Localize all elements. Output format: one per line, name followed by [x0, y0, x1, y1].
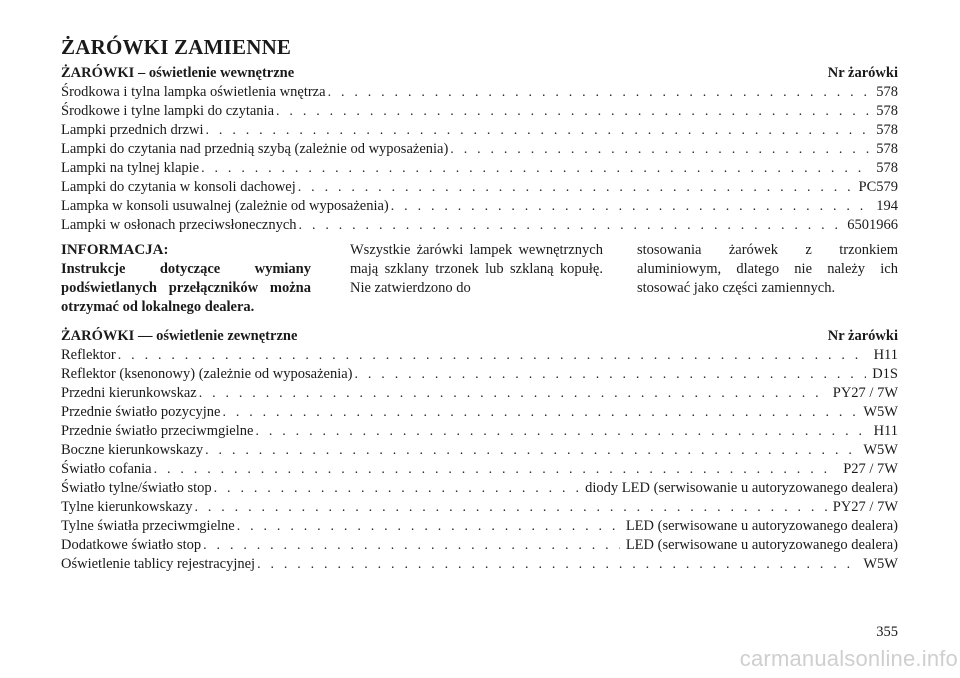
dot-leader [257, 555, 857, 574]
page-title: ŻARÓWKI ZAMIENNE [61, 35, 292, 59]
table-row [61, 365, 898, 384]
row-label: Oświetlenie tablicy rejestracyjnej [61, 555, 256, 572]
table-row [61, 498, 898, 517]
note-text: stosowania żarówek z trzonkiem aluminiowym, dlatego nie należy ich stosować jako części zamiennych. [637, 242, 898, 296]
row-label: Tylne kierunkowskazy [61, 498, 193, 515]
table-row [61, 460, 898, 479]
dot-leader [203, 536, 620, 555]
dot-leader [237, 517, 620, 536]
row-label: Lampka w konsoli usuwalnej (zależnie od wyposażenia) [61, 197, 389, 214]
row-label: Tylne światła przeciwmgielne [61, 517, 235, 534]
row-value: D1S [872, 365, 898, 382]
row-label: Przednie światło przeciwmgielne [61, 422, 254, 439]
row-label: Reflektor (ksenonowy) (zależnie od wyposażenia) [61, 365, 353, 382]
dot-leader [391, 197, 870, 216]
table-row [61, 102, 898, 121]
note-subheading: Instrukcje dotyczące wymiany podświetlanych przełączników można otrzymać od lokalnego dealera. [61, 261, 311, 315]
exterior-header-column: Nr żarówki [827, 328, 898, 344]
page-number: 355 [876, 624, 898, 640]
dot-leader [222, 403, 857, 422]
row-label: Lampki do czytania nad przednią szybą (zależnie od wyposażenia) [61, 140, 449, 157]
note-column-3 [637, 241, 898, 298]
table-row [61, 121, 898, 140]
row-value: PY27 / 7W [832, 384, 898, 401]
dot-leader [276, 102, 870, 121]
dot-leader [298, 178, 853, 197]
table-row [61, 197, 898, 216]
dot-leader [199, 384, 827, 403]
row-value: 578 [876, 102, 898, 119]
document-page [61, 0, 898, 678]
row-value: LED (serwisowane u autoryzowanego dealera) [625, 536, 898, 553]
row-value: H11 [873, 422, 898, 439]
row-value: diody LED (serwisowanie u autoryzowanego dealera) [585, 479, 898, 496]
row-value: 6501966 [847, 216, 898, 233]
table-row [61, 555, 898, 574]
information-note [61, 241, 898, 326]
dot-leader [355, 365, 867, 384]
row-value: 578 [876, 140, 898, 157]
note-text: Wszystkie żarówki lampek wewnętrznych mają szklany trzonek lub szklaną kopułę. Nie zatwierdzono do [350, 242, 603, 296]
dot-leader [205, 441, 857, 460]
interior-header-column: Nr żarówki [827, 65, 898, 81]
row-label: Przednie światło pozycyjne [61, 403, 221, 420]
dot-leader [206, 121, 871, 140]
table-row [61, 422, 898, 441]
row-value: 194 [876, 197, 898, 214]
table-row [61, 178, 898, 197]
row-label: Lampki przednich drzwi [61, 121, 204, 138]
row-label: Środkowa i tylna lampka oświetlenia wnętrza [61, 83, 326, 100]
row-value: W5W [863, 441, 898, 458]
interior-bulbs-table [61, 64, 898, 235]
exterior-header-title: ŻARÓWKI — oświetlenie zewnętrzne [61, 328, 298, 344]
row-value: PY27 / 7W [832, 498, 898, 515]
row-label: Lampki do czytania w konsoli dachowej [61, 178, 296, 195]
row-value: 578 [876, 121, 898, 138]
table-row [61, 517, 898, 536]
row-label: Reflektor [61, 346, 116, 363]
table-row [61, 83, 898, 102]
watermark: carmanualsonline.info [739, 646, 958, 671]
row-value: W5W [863, 403, 898, 420]
row-value: 578 [876, 83, 898, 100]
note-column-2 [350, 241, 603, 298]
row-value: PC579 [858, 178, 898, 195]
interior-header-title: ŻARÓWKI – oświetlenie wewnętrzne [61, 65, 295, 81]
dot-leader [201, 159, 870, 178]
table-row [61, 536, 898, 555]
row-label: Boczne kierunkowskazy [61, 441, 204, 458]
table-row [61, 216, 898, 235]
dot-leader [450, 140, 870, 159]
note-column-1 [61, 241, 311, 317]
dot-leader [154, 460, 838, 479]
row-value: LED (serwisowane u autoryzowanego dealera) [625, 517, 898, 534]
exterior-table-header [61, 327, 898, 346]
row-label: Dodatkowe światło stop [61, 536, 202, 553]
exterior-bulbs-table [61, 327, 898, 574]
table-row [61, 140, 898, 159]
note-heading: INFORMACJA: [61, 242, 169, 258]
row-label: Światło cofania [61, 460, 152, 477]
table-row [61, 479, 898, 498]
table-row [61, 159, 898, 178]
dot-leader [299, 216, 842, 235]
row-value: P27 / 7W [843, 460, 898, 477]
dot-leader [194, 498, 826, 517]
dot-leader [214, 479, 580, 498]
table-row [61, 384, 898, 403]
row-value: 578 [876, 159, 898, 176]
row-label: Środkowe i tylne lampki do czytania [61, 102, 275, 119]
row-value: H11 [873, 346, 898, 363]
row-label: Lampki w osłonach przeciwsłonecznych [61, 216, 297, 233]
dot-leader [255, 422, 867, 441]
dot-leader [328, 83, 871, 102]
row-label: Przedni kierunkowskaz [61, 384, 197, 401]
table-row [61, 346, 898, 365]
table-row [61, 403, 898, 422]
row-label: Światło tylne/światło stop [61, 479, 212, 496]
dot-leader [118, 346, 868, 365]
table-row [61, 441, 898, 460]
row-label: Lampki na tylnej klapie [61, 159, 200, 176]
interior-table-header [61, 64, 898, 83]
row-value: W5W [863, 555, 898, 572]
